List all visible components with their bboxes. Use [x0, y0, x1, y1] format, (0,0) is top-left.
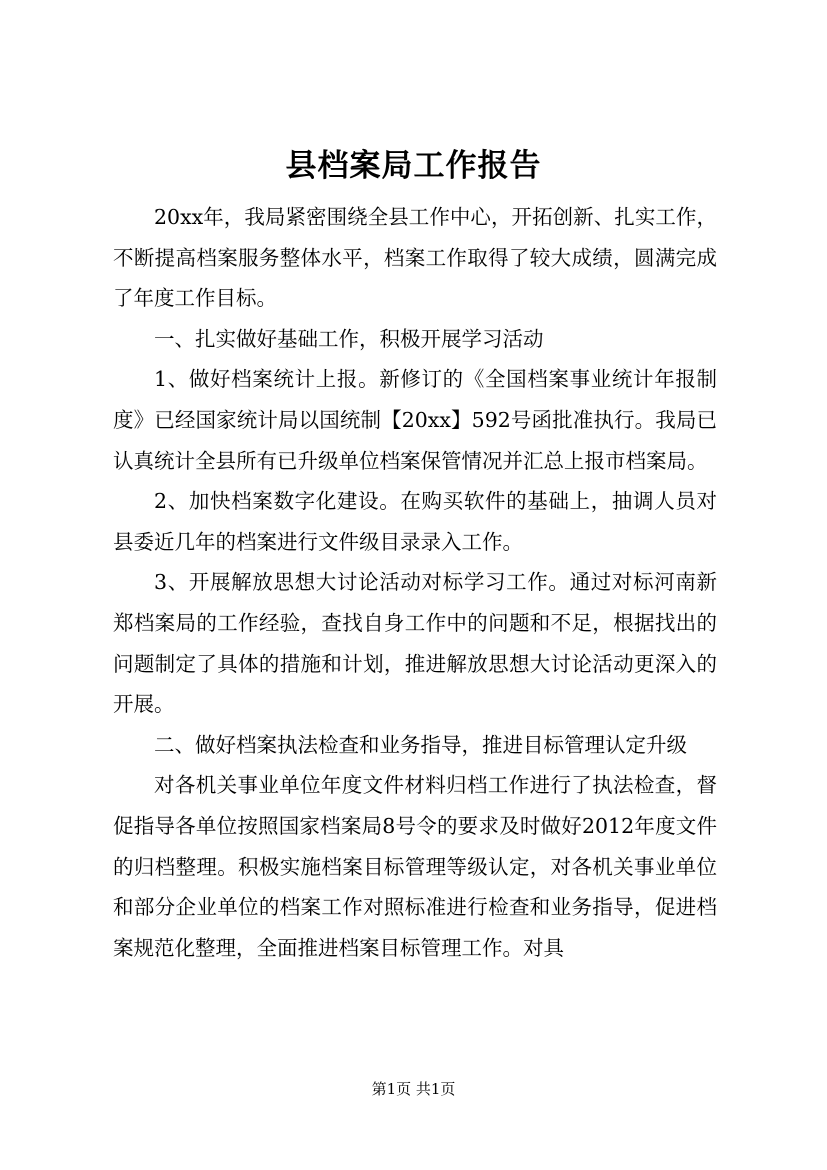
section-heading-2: 二、做好档案执法检查和业务指导，推进目标管理认定升级 — [154, 732, 687, 757]
document-title: 县档案局工作报告 — [285, 148, 542, 184]
section-heading-1: 一、扎实做好基础工作，积极开展学习活动 — [154, 326, 544, 351]
document-body — [113, 197, 717, 968]
paragraph-item-1: 1、做好档案统计上报。新修订的《全国档案事业统计年报制度》已经国家统计局以国统制【20xx】592号函批准执行。我局已认真统计全县所有已升级单位档案保管情况并汇总上报市档案局。 — [113, 367, 717, 473]
paragraph-intro: 20xx年，我局紧密围绕全县工作中心，开拓创新、扎实工作，不断提高档案服务整体水平，档案工作取得了较大成绩，圆满完成了年度工作目标。 — [113, 205, 717, 311]
page-footer: 第1页 共1页 — [371, 1080, 456, 1098]
paragraph-section-2: 对各机关事业单位年度文件材料归档工作进行了执法检查，督促指导各单位按照国家档案局8号令的要求及时做好2012年度文件的归档整理。积极实施档案目标管理等级认定，对各机关事业单位和部分企业单位的档案工作对照标准进行检查和业务指导，促进档案规范化整理，全面推进档案目标管理工作。对具 — [113, 773, 717, 960]
paragraph-item-3: 3、开展解放思想大讨论活动对标学习工作。通过对标河南新郑档案局的工作经验，查找自身工作中的问题和不足，根据找出的问题制定了具体的措施和计划，推进解放思想大讨论活动更深入的开展。 — [113, 570, 717, 717]
paragraph-item-2: 2、加快档案数字化建设。在购买软件的基础上，抽调人员对县委近几年的档案进行文件级目录录入工作。 — [113, 489, 717, 554]
